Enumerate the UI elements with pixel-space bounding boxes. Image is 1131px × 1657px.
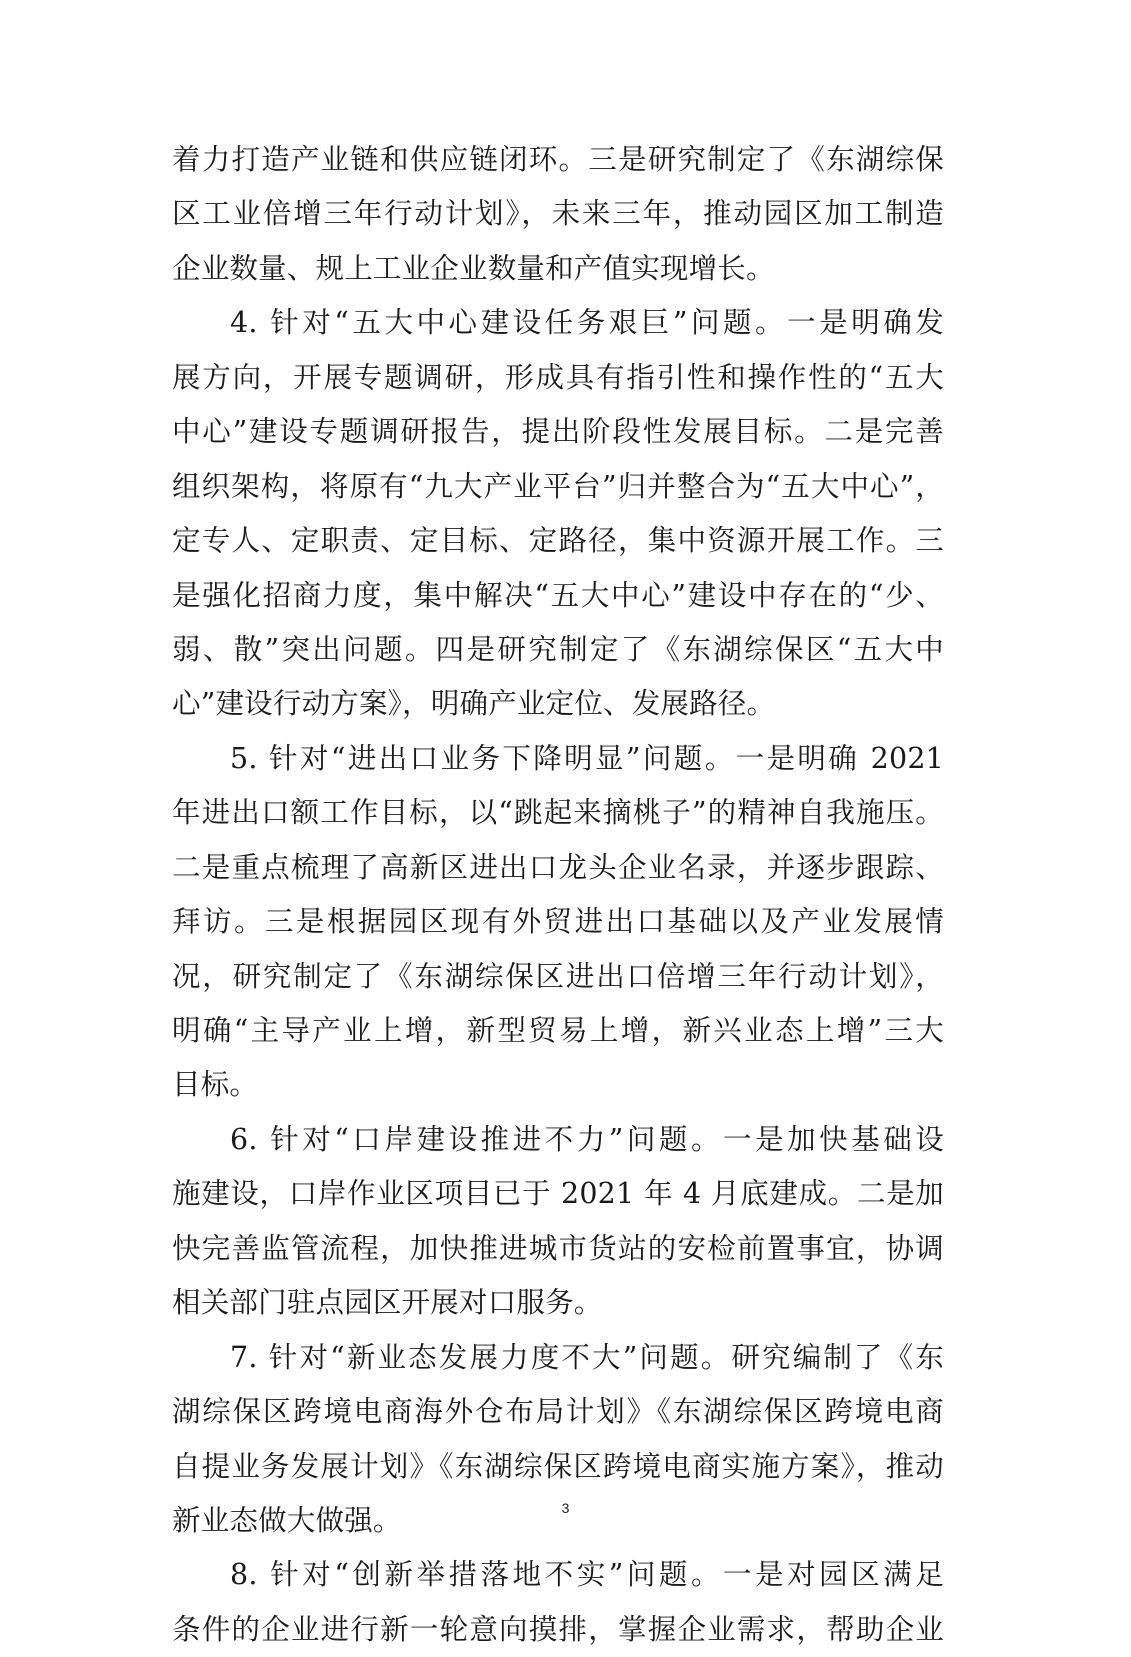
text-line-3: 企业数量、规上工业企业数量和产值实现增长。: [172, 251, 775, 285]
text-line-5: 展方向，开展专题调研，形成具有指引性和操作性的“五大: [172, 360, 944, 394]
text-line-16: 况，研究制定了《东湖综保区进出口倍增三年行动计划》，: [172, 959, 944, 993]
text-line-18: 目标。: [172, 1068, 259, 1102]
text-line-24: 湖综保区跨境电商海外仓布局计划》《东湖综保区跨境电商: [172, 1395, 944, 1429]
text-line-28: 条件的企业进行新一轮意向摸排，掌握企业需求，帮助企业: [172, 1612, 944, 1646]
item-4-heading-line: 4. 针对“五大中心建设任务艰巨”问题。一是明确发: [230, 306, 944, 340]
text-line-14: 二是重点梳理了高新区进出口龙头企业名录，并逐步跟踪、: [172, 850, 944, 884]
text-line-9: 是强化招商力度，集中解决“五大中心”建设中存在的“少、: [172, 578, 944, 612]
item-7-heading-line: 7. 针对“新业态发展力度不大”问题。研究编制了《东: [230, 1340, 944, 1374]
text-line-2: 区工业倍增三年行动计划》，未来三年，推动园区加工制造: [172, 197, 944, 231]
text-line-17: 明确“主导产业上增，新型贸易上增，新兴业态上增”三大: [172, 1014, 944, 1047]
text-line-8: 定专人、定职责、定目标、定路径，集中资源开展工作。三: [172, 524, 944, 558]
text-line-13: 年进出口额工作目标，以“跳起来摘桃子”的精神自我施压。: [172, 796, 944, 830]
text-line-10: 弱、散”突出问题。四是研究制定了《东湖综保区“五大中: [172, 632, 944, 666]
text-line-1: 着力打造产业链和供应链闭环。三是研究制定了《东湖综保: [172, 143, 944, 176]
text-line-25: 自提业务发展计划》《东湖综保区跨境电商实施方案》，推动: [172, 1449, 944, 1483]
item-8-heading-line: 8. 针对“创新举措落地不实”问题。一是对园区满足: [230, 1558, 944, 1592]
text-line-6: 中心”建设专题调研报告，提出阶段性发展目标。二是完善: [172, 415, 944, 449]
text-line-26: 新业态做大做强。: [172, 1503, 402, 1537]
body-text: [172, 133, 944, 1657]
text-line-15: 拜访。三是根据园区现有外贸进出口基础以及产业发展情: [172, 905, 944, 939]
item-6-heading-line: 6. 针对“口岸建设推进不力”问题。一是加快基础设: [230, 1122, 944, 1156]
text-line-7: 组织架构，将原有“九大产业平台”归并整合为“五大中心”，: [172, 469, 944, 503]
text-line-20: 施建设，口岸作业区项目已于 2021 年 4 月底建成。二是加: [172, 1177, 944, 1211]
text-line-21: 快完善监管流程，加快推进城市货站的安检前置事宜，协调: [172, 1231, 944, 1265]
text-line-11: 心”建设行动方案》，明确产业定位、发展路径。: [172, 687, 776, 721]
text-line-22: 相关部门驻点园区开展对口服务。: [172, 1286, 603, 1320]
item-5-heading-line: 5. 针对“进出口业务下降明显”问题。一是明确 2021: [230, 741, 944, 775]
page-number: 3: [561, 1500, 570, 1516]
